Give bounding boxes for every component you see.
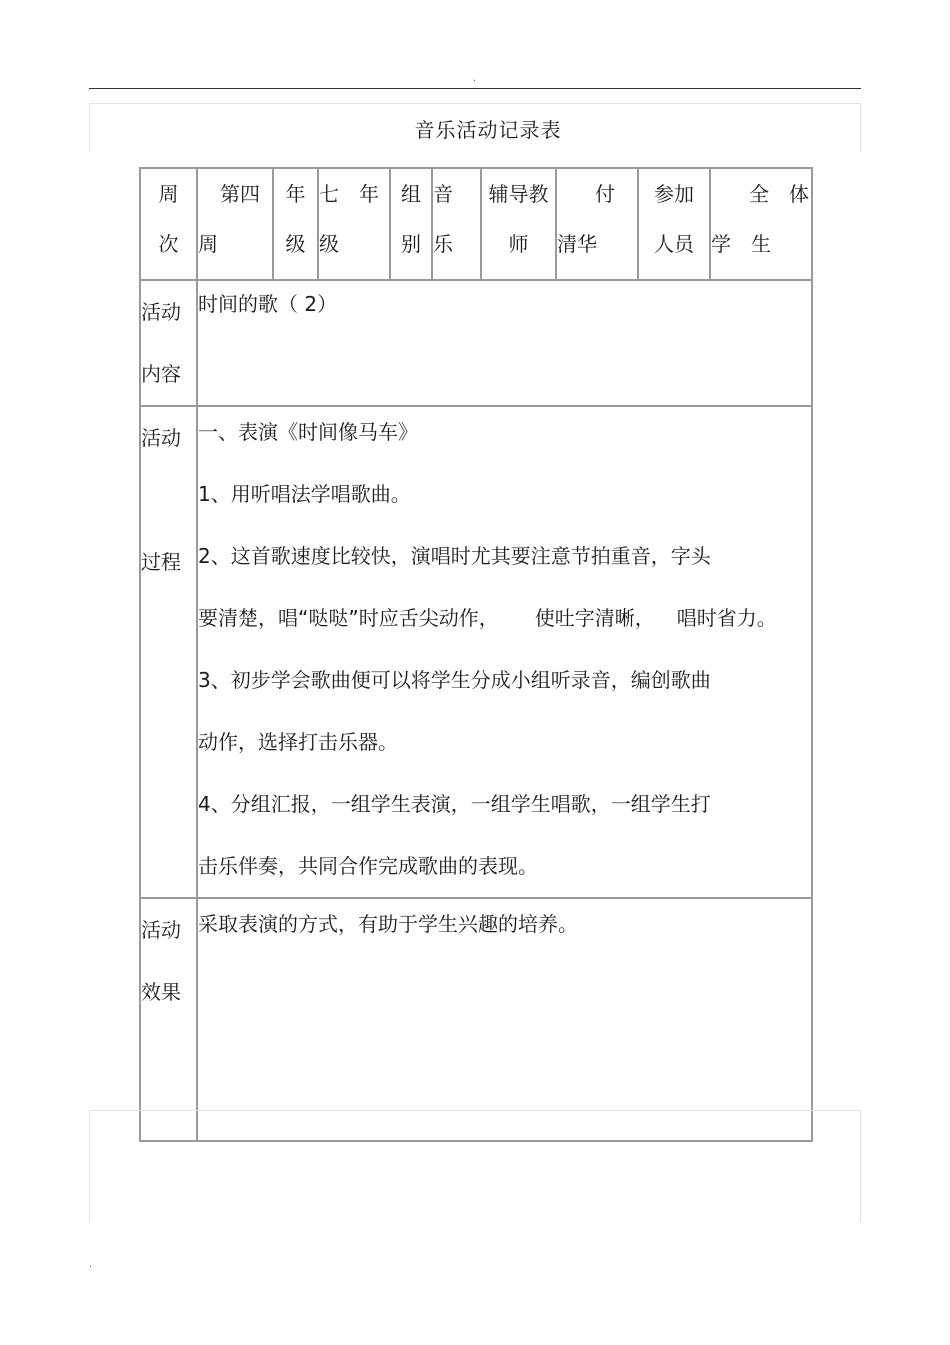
tutor-value-line1: 付 <box>595 182 615 206</box>
process-line-1: 一、表演《时间像马车》 <box>198 420 418 444</box>
tutor-label-line2: 师 <box>508 232 529 256</box>
participants-value-cell <box>711 169 813 281</box>
process-line-7: 4、分组汇报，一组学生表演，一组学生唱歌，一组学生打 <box>198 792 711 816</box>
effect-label-line1: 活动 <box>141 918 181 942</box>
group-value-cell <box>433 169 482 281</box>
tutor-value-line2: 清华 <box>557 232 597 256</box>
grade-label-line2: 级 <box>285 232 306 256</box>
content-row <box>141 281 813 407</box>
participants-label-cell <box>639 169 711 281</box>
page-frame-bottom <box>89 1110 861 1223</box>
grade-label-cell <box>274 169 319 281</box>
week-value-line2: 周 <box>198 232 218 256</box>
process-label-cell <box>141 407 198 899</box>
group-value-line2: 乐 <box>433 232 453 256</box>
content-value: 时间的歌（ 2） <box>198 292 338 316</box>
week-label-line1: 周 <box>158 182 179 206</box>
effect-label-line2: 效果 <box>141 980 181 1004</box>
content-label-line1: 活动 <box>141 300 181 324</box>
tutor-value-cell <box>557 169 639 281</box>
effect-row <box>141 899 813 1142</box>
content-label-cell <box>141 281 198 407</box>
header-row <box>141 169 813 281</box>
process-line-2: 1、用听唱法学唱歌曲。 <box>198 482 411 506</box>
footer-dot: . <box>89 1259 93 1270</box>
grade-value-cell <box>319 169 391 281</box>
record-table <box>139 167 813 1142</box>
week-value-line1: 第四 <box>220 182 260 206</box>
grade-value-line2: 级 <box>319 232 339 256</box>
week-value-cell <box>198 169 274 281</box>
grade-value-line1: 七 年 <box>319 182 379 206</box>
process-line-8: 击乐伴奏，共同合作完成歌曲的表现。 <box>198 854 538 878</box>
grade-label-line1: 年 <box>285 182 306 206</box>
effect-value-cell <box>198 899 813 1142</box>
content-value-cell <box>198 281 813 407</box>
participants-value-line1: 全 体 <box>749 182 809 206</box>
effect-value: 采取表演的方式，有助于学生兴趣的培养。 <box>198 912 578 936</box>
effect-label-cell <box>141 899 198 1142</box>
process-line-4a: 要清楚，唱“哒哒”时应舌尖动作， <box>198 606 499 630</box>
page-title: 音乐活动记录表 <box>414 118 562 142</box>
group-label-line1: 组 <box>401 182 421 206</box>
process-line-3: 2、这首歌速度比较快，演唱时尤其要注意节拍重音，字头 <box>198 544 711 568</box>
process-line-4c: 唱时省力。 <box>676 606 777 630</box>
process-label-line1: 活动 <box>141 426 181 450</box>
process-label-line2: 过程 <box>141 550 181 574</box>
participants-value-line2: 学 生 <box>711 232 771 256</box>
group-label-cell <box>391 169 433 281</box>
week-label-cell <box>141 169 198 281</box>
tutor-label-line1: 辅导教 <box>488 182 549 206</box>
process-line-6: 动作，选择打击乐器。 <box>198 730 398 754</box>
header-dot: . <box>473 73 477 84</box>
process-line-5: 3、初步学会歌曲便可以将学生分成小组听录音，编创歌曲 <box>198 668 711 692</box>
process-line-4 <box>198 587 811 649</box>
process-value-cell <box>198 407 813 899</box>
tutor-label-cell <box>482 169 557 281</box>
group-value-line1: 音 <box>433 182 453 206</box>
process-row <box>141 407 813 899</box>
group-label-line2: 别 <box>401 232 421 256</box>
top-rule <box>89 88 861 89</box>
week-label-line2: 次 <box>158 232 179 256</box>
content-label-line2: 内容 <box>141 362 181 386</box>
process-line-4b: 使吐字清晰， <box>534 606 655 630</box>
participants-label-line1: 参加 <box>654 182 694 206</box>
participants-label-line2: 人员 <box>654 232 694 256</box>
